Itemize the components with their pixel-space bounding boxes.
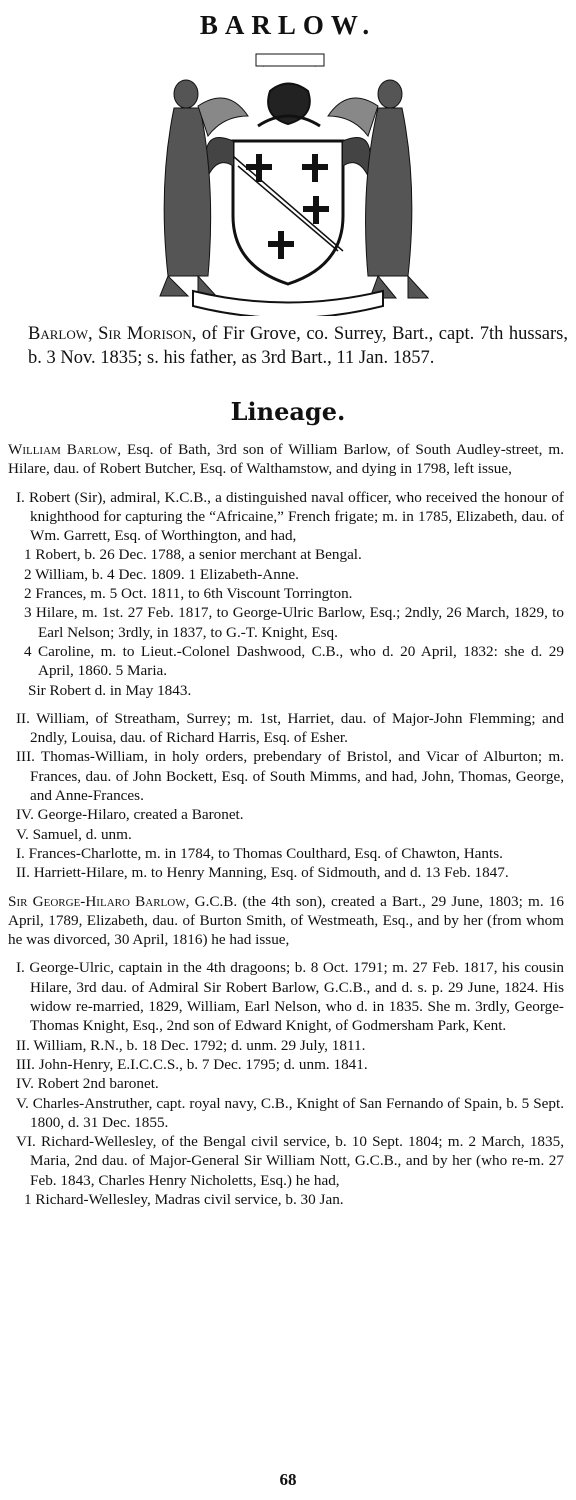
entry-headline bbox=[28, 322, 568, 370]
issue-list-george bbox=[8, 958, 564, 1209]
lineage-intro bbox=[8, 440, 564, 479]
coat-of-arms-image bbox=[138, 46, 438, 316]
list-item: I. George-Ulric, captain in the 4th dragoons; b. 8 Oct. 1791; m. 27 Feb. 1817, his cousin Hilare, 3rd dau. of Admiral Sir Robert Barlow, G.C.B., and d. s. p. 29 June, 1824. His widow re-married, 1829, William, Earl Nelson, who d. in 1835. She m. 3rdly, George-Thomas Knight, Esq., 2nd son of Edward Knight, of Godmersham Park, Kent. bbox=[16, 959, 564, 1035]
george-name: Sir George-Hilaro Barlow, bbox=[8, 892, 190, 910]
lineage-intro-text: Esq. of Bath, 3rd son of William Barlow, of South Audley-street, m. Hilare, dau. of Robert Butcher, Esq. of Walthamstow, and dying in 1798, left issue, bbox=[8, 441, 565, 478]
list-item: V. Samuel, d. unm. bbox=[16, 825, 132, 843]
list-item: I. Frances-Charlotte, m. in 1784, to Thomas Coulthard, Esq. of Chawton, Hants. bbox=[16, 844, 503, 862]
george-text: G.C.B. (the 4th son), created a Bart., 29 June, 1803; m. 16 April, 1789, Elizabeth, dau. of Burton Smith, of Westmeath, Esq., and by her (from whom he was divorced, 30 April, 1816) he had issue, bbox=[8, 892, 565, 949]
page-number: 68 bbox=[279, 1470, 297, 1489]
list-item: IV. George-Hilaro, created a Baronet. bbox=[16, 806, 244, 824]
george-paragraph bbox=[8, 892, 564, 950]
list-item: V. Charles-Anstruther, capt. royal navy, C.B., Knight of San Fernando of Spain, b. 5 Sept. 1800, d. 31 Dec. 1855. bbox=[16, 1094, 564, 1131]
list-item: 3 Hilare, m. 1st. 27 Feb. 1817, to George-Ulric Barlow, Esq.; 2ndly, 26 March, 1829, to Earl Nelson; 3rdly, in 1837, to G.-T. Knight, Esq. bbox=[24, 604, 564, 641]
list-item: 1 Robert, b. 26 Dec. 1788, a senior merchant at Bengal. bbox=[24, 546, 362, 564]
page-title: BARLOW. bbox=[199, 10, 377, 40]
list-item: I. Robert (Sir), admiral, K.C.B., a distinguished naval officer, who received the honour of knighthood for capturing the “Africaine,” French frigate; m. in 1785, Elizabeth, dau. of Wm. Garrett, Esq. of Worthington, and had, bbox=[16, 488, 564, 545]
list-item: III. John-Henry, E.I.C.C.S., b. 7 Dec. 1795; d. unm. 1841. bbox=[16, 1055, 368, 1073]
lineage-intro-name: William Barlow, bbox=[8, 441, 122, 458]
issue-list-robert bbox=[8, 488, 564, 700]
list-item: Sir Robert d. in May 1843. bbox=[28, 681, 192, 699]
issue-list-siblings bbox=[8, 709, 564, 883]
list-item: 4 Caroline, m. to Lieut.-Colonel Dashwood, C.B., who d. 20 April, 1832: she d. 29 April, 1860. 5 Maria. bbox=[24, 642, 564, 680]
list-item: IV. Robert 2nd baronet. bbox=[16, 1075, 159, 1093]
list-item: 2 Frances, m. 5 Oct. 1811, to 6th Viscount Torrington. bbox=[24, 585, 353, 603]
list-item: VI. Richard-Wellesley, of the Bengal civil service, b. 10 Sept. 1804; m. 2 March, 1835, Maria, 2nd dau. of Major-General Sir William Nott, G.C.B., and by her (who re-m. 27 Feb. 1843, Charles Henry Nicholetts, Esq.) he had, bbox=[16, 1133, 564, 1189]
list-item: III. Thomas-William, in holy orders, prebendary of Bristol, and Vicar of Alburton; m. Frances, dau. of John Bockett, Esq. of South Mimms, and had, John, Thomas, George, and Anne-Frances. bbox=[16, 748, 564, 805]
list-item: II. William, of Streatham, Surrey; m. 1st, Harriet, dau. of Major-John Flemming; and 2ndly, Louisa, dau. of Richard Harris, Esq. of Esher. bbox=[16, 709, 564, 747]
list-item: II. Harriett-Hilare, m. to Henry Manning, Esq. of Sidmouth, and d. 13 Feb. 1847. bbox=[16, 864, 509, 882]
list-item: 2 William, b. 4 Dec. 1809. 1 Elizabeth-Anne. bbox=[24, 565, 299, 583]
list-item: 1 Richard-Wellesley, Madras civil service, b. 30 Jan. bbox=[24, 1190, 344, 1208]
lineage-heading: Lineage. bbox=[230, 397, 346, 426]
entry-name: Barlow, Sir Morison, bbox=[28, 324, 197, 344]
lineage-body bbox=[8, 440, 564, 1209]
entry-text: of Fir Grove, co. Surrey, Bart., capt. 7th hussars, b. 3 Nov. 1835; s. his father, as 3rd Bart., 11 Jan. 1857. bbox=[28, 324, 568, 368]
list-item: II. William, R.N., b. 18 Dec. 1792; d. unm. 29 July, 1811. bbox=[16, 1036, 366, 1054]
